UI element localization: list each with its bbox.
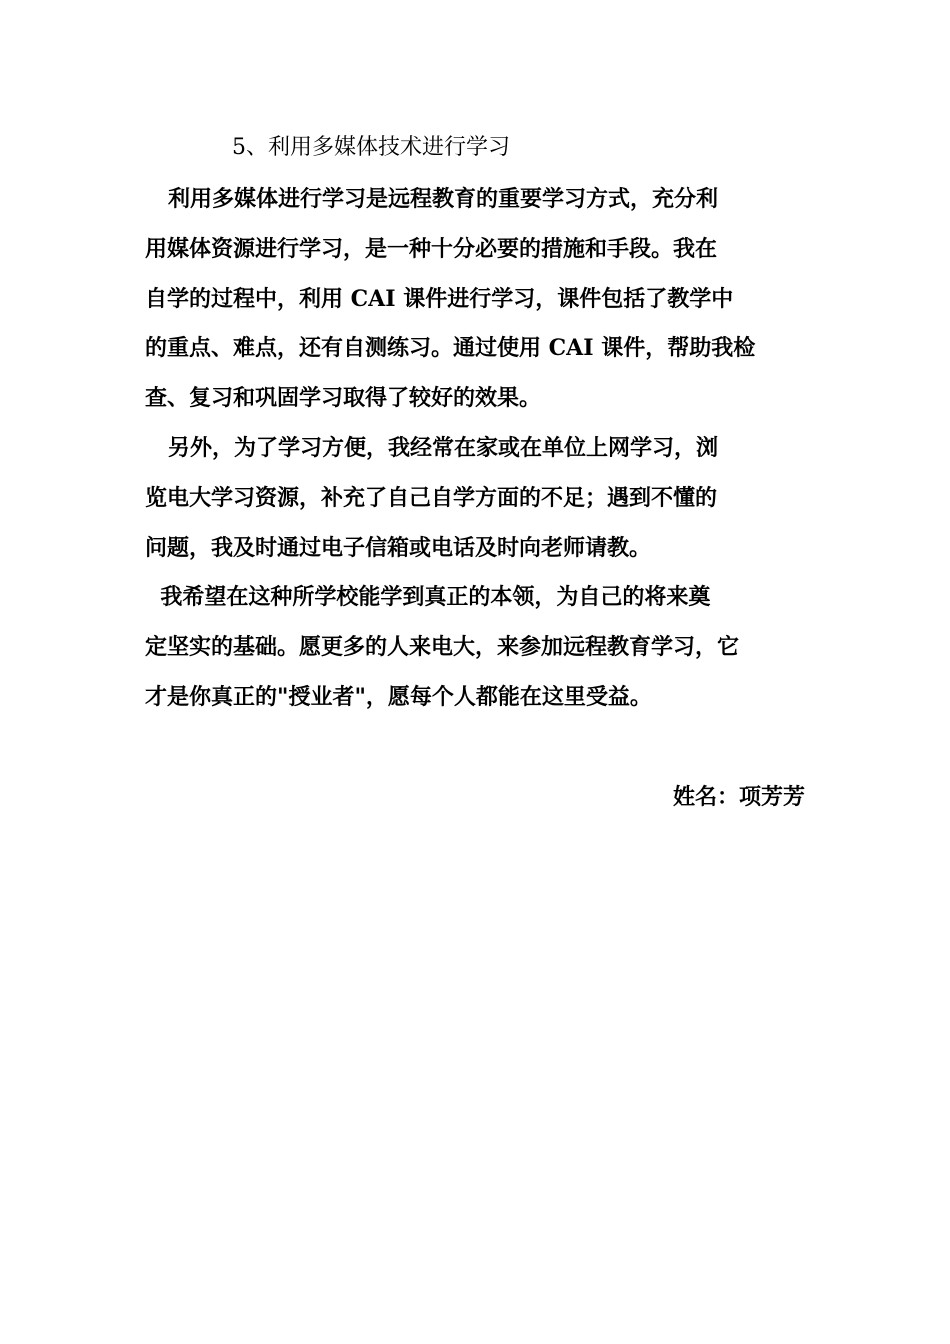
paragraph-line: 我希望在这种所学校能学到真正的本领，为自己的将来奠 <box>145 584 711 611</box>
paragraph-line: 的重点、难点，还有自测练习。通过使用 CAI 课件，帮助我检 <box>145 335 756 362</box>
paragraph-line: 才是你真正的"授业者"，愿每个人都能在这里受益。 <box>145 683 652 710</box>
paragraph-line: 用媒体资源进行学习，是一种十分必要的措施和手段。我在 <box>145 235 718 262</box>
document-body <box>145 175 807 723</box>
author-signature: 姓名：项芳芳 <box>672 784 805 810</box>
paragraph-line: 利用多媒体进行学习是远程教育的重要学习方式，充分利 <box>145 186 718 212</box>
paragraph-line: 自学的过程中，利用 CAI 课件进行学习，课件包括了教学中 <box>145 285 734 312</box>
paragraph-multimedia-learning <box>145 175 807 424</box>
section-heading: 5、利用多媒体技术进行学习 <box>232 135 510 160</box>
paragraph-closing-wish <box>145 573 807 722</box>
paragraph-line: 另外，为了学习方便，我经常在家或在单位上网学习，浏 <box>145 434 718 461</box>
paragraph-line: 查、复习和巩固学习取得了较好的效果。 <box>145 385 542 412</box>
paragraph-online-learning <box>145 424 807 573</box>
paragraph-line: 问题，我及时通过电子信箱或电话及时向老师请教。 <box>145 534 652 561</box>
paragraph-line: 览电大学习资源，补充了自己自学方面的不足；遇到不懂的 <box>145 484 718 511</box>
paragraph-line: 定坚实的基础。愿更多的人来电大，来参加远程教育学习，它 <box>145 634 740 661</box>
